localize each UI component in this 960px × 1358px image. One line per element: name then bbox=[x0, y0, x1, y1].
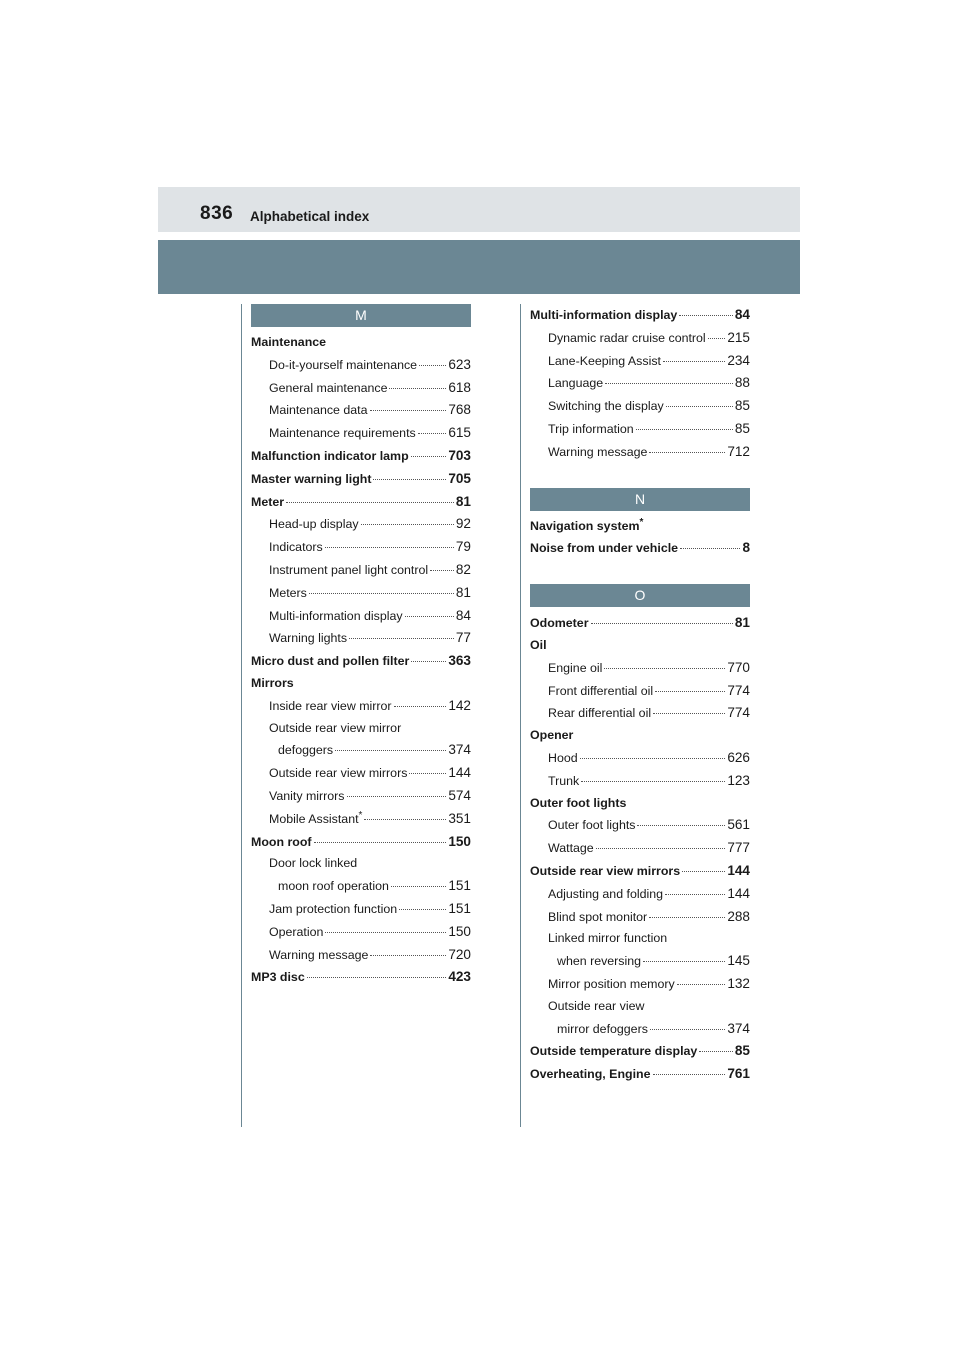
index-entry[interactable]: defoggers 374 bbox=[278, 742, 471, 758]
index-entry[interactable]: Warning lights 77 bbox=[269, 630, 471, 646]
index-entry-master-warning[interactable]: Master warning light 705 bbox=[251, 470, 471, 486]
index-entry-meter[interactable]: Meter 81 bbox=[251, 493, 471, 509]
index-heading-mirrors: Mirrors bbox=[251, 675, 294, 690]
right-column bbox=[530, 304, 750, 1086]
index-entry-outside-mirrors[interactable]: Outside rear view mirrors 144 bbox=[530, 862, 750, 878]
index-entry[interactable]: Meters 81 bbox=[269, 584, 471, 600]
index-entry[interactable]: when reversing 145 bbox=[557, 953, 750, 969]
section-header-o: O bbox=[530, 584, 750, 607]
index-entry[interactable]: mirror defoggers 374 bbox=[557, 1020, 750, 1036]
index-entry-noise[interactable]: Noise from under vehicle 8 bbox=[530, 540, 750, 556]
index-entry-mp3[interactable]: MP3 disc 423 bbox=[251, 969, 471, 985]
index-subheading: Outside rear view bbox=[548, 998, 645, 1013]
index-entry[interactable]: Mirror position memory 132 bbox=[548, 975, 750, 991]
index-entry[interactable]: Engine oil 770 bbox=[548, 659, 750, 675]
index-entry[interactable]: Warning message 720 bbox=[269, 946, 471, 962]
index-entry[interactable]: General maintenance 618 bbox=[269, 379, 471, 395]
index-subheading: Linked mirror function bbox=[548, 931, 668, 946]
index-entry[interactable]: Wattage 777 bbox=[548, 840, 750, 856]
index-heading-outer-foot: Outer foot lights bbox=[530, 795, 627, 810]
index-entry[interactable]: Front differential oil 774 bbox=[548, 682, 750, 698]
index-entry[interactable]: Multi-information display 84 bbox=[269, 607, 471, 623]
index-entry[interactable]: Head-up display 92 bbox=[269, 516, 471, 532]
left-column bbox=[251, 304, 471, 989]
index-entry[interactable]: Rear differential oil 774 bbox=[548, 705, 750, 721]
index-entry[interactable]: Hood 626 bbox=[548, 749, 750, 765]
right-column-rule bbox=[520, 304, 521, 1127]
header-band bbox=[158, 240, 800, 294]
index-entry-mobile-assistant[interactable]: Mobile Assistant* 351 bbox=[269, 809, 471, 826]
index-entry[interactable]: Inside rear view mirror 142 bbox=[269, 697, 471, 713]
index-entry[interactable]: Jam protection function 151 bbox=[269, 900, 471, 916]
index-entry[interactable]: Instrument panel light control 82 bbox=[269, 561, 471, 577]
index-entry-moon-roof[interactable]: Moon roof 150 bbox=[251, 833, 471, 849]
index-heading-oil: Oil bbox=[530, 637, 547, 652]
page-title: Alphabetical index bbox=[250, 209, 370, 224]
index-entry-navigation[interactable]: Navigation system* bbox=[530, 516, 644, 533]
index-entry[interactable]: Switching the display 85 bbox=[548, 398, 750, 414]
index-entry[interactable]: Indicators 79 bbox=[269, 539, 471, 555]
section-header-n: N bbox=[530, 488, 750, 511]
section-header-m: M bbox=[251, 304, 471, 327]
index-heading-opener: Opener bbox=[530, 728, 574, 743]
index-heading-maintenance: Maintenance bbox=[251, 335, 327, 349]
index-entry[interactable]: Maintenance data 768 bbox=[269, 402, 471, 418]
index-entry[interactable]: Maintenance requirements 615 bbox=[269, 425, 471, 441]
left-column-rule bbox=[241, 304, 242, 1127]
index-entry[interactable]: Warning message 712 bbox=[548, 443, 750, 459]
index-entry[interactable]: Outside rear view mirrors 144 bbox=[269, 765, 471, 781]
index-entry[interactable]: Blind spot monitor 288 bbox=[548, 908, 750, 924]
index-entry[interactable]: Adjusting and folding 144 bbox=[548, 885, 750, 901]
page-number: 836 bbox=[200, 203, 234, 224]
index-entry[interactable]: Outer foot lights 561 bbox=[548, 817, 750, 833]
index-entry[interactable]: moon roof operation 151 bbox=[278, 878, 471, 894]
index-entry[interactable]: Lane-Keeping Assist 234 bbox=[548, 352, 750, 368]
index-entry-micro-dust[interactable]: Micro dust and pollen filter 363 bbox=[251, 653, 471, 669]
index-entry-malfunction[interactable]: Malfunction indicator lamp 703 bbox=[251, 447, 471, 463]
asterisk-mark: * bbox=[358, 809, 363, 821]
index-entry[interactable]: Do-it-yourself maintenance 623 bbox=[269, 356, 471, 372]
index-entry-overheating[interactable]: Overheating, Engine 761 bbox=[530, 1066, 750, 1082]
index-entry[interactable]: Dynamic radar cruise control 215 bbox=[548, 329, 750, 345]
index-subheading: Door lock linked bbox=[269, 856, 358, 871]
index-entry-odometer[interactable]: Odometer 81 bbox=[530, 615, 750, 631]
asterisk-mark: * bbox=[639, 516, 644, 528]
index-entry[interactable]: Vanity mirrors 574 bbox=[269, 787, 471, 803]
index-entry[interactable]: Operation 150 bbox=[269, 923, 471, 939]
index-entry-outside-temp[interactable]: Outside temperature display 85 bbox=[530, 1043, 750, 1059]
index-entry-multi-info[interactable]: Multi-information display 84 bbox=[530, 307, 750, 322]
index-entry[interactable]: Language 88 bbox=[548, 375, 750, 391]
index-entry[interactable]: Trip information 85 bbox=[548, 420, 750, 436]
index-subheading: Outside rear view mirror bbox=[269, 720, 402, 735]
index-entry[interactable]: Trunk 123 bbox=[548, 772, 750, 788]
